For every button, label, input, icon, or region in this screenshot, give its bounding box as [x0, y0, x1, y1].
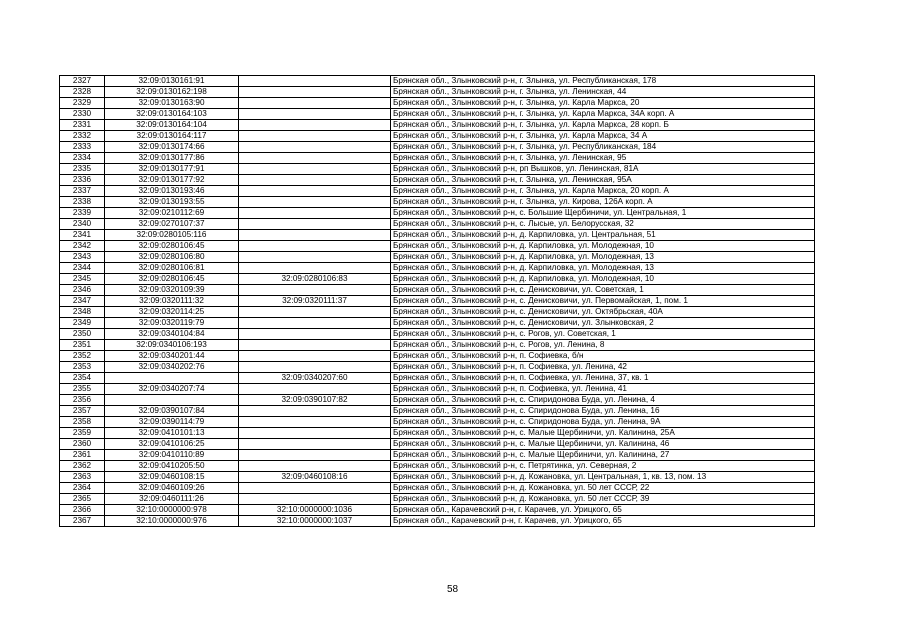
address-cell: Брянская обл., Злынковский р-н, рп Вышков, ул. Ленинская, 81А — [391, 164, 815, 175]
object-cadastral-number-cell — [239, 340, 391, 351]
table-row — [60, 428, 815, 439]
land-cadastral-number-cell: 32:09:0390107:84 — [105, 406, 239, 417]
row-number-cell: 2341 — [60, 230, 105, 241]
land-cadastral-number-cell: 32:09:0390114:79 — [105, 417, 239, 428]
address-cell: Брянская обл., Злынковский р-н, д. Карпиловка, ул. Молодежная, 13 — [391, 252, 815, 263]
object-cadastral-number-cell: 32:09:0390107:82 — [239, 395, 391, 406]
table-row — [60, 109, 815, 120]
object-cadastral-number-cell — [239, 153, 391, 164]
row-number-cell: 2348 — [60, 307, 105, 318]
land-cadastral-number-cell: 32:10:0000000:976 — [105, 516, 239, 527]
land-cadastral-number-cell: 32:09:0340106:193 — [105, 340, 239, 351]
object-cadastral-number-cell — [239, 428, 391, 439]
object-cadastral-number-cell: 32:10:0000000:1036 — [239, 505, 391, 516]
object-cadastral-number-cell — [239, 307, 391, 318]
row-number-cell: 2344 — [60, 263, 105, 274]
table-row — [60, 186, 815, 197]
table-row — [60, 252, 815, 263]
object-cadastral-number-cell — [239, 406, 391, 417]
table-row — [60, 274, 815, 285]
object-cadastral-number-cell — [239, 109, 391, 120]
object-cadastral-number-cell — [239, 362, 391, 373]
land-cadastral-number-cell: 32:09:0280105:116 — [105, 230, 239, 241]
table-row — [60, 285, 815, 296]
row-number-cell: 2355 — [60, 384, 105, 395]
row-number-cell: 2357 — [60, 406, 105, 417]
address-cell: Брянская обл., Злынковский р-н, г. Злынка, ул. Карла Маркса, 20 корп. А — [391, 186, 815, 197]
table-row — [60, 505, 815, 516]
table-row — [60, 76, 815, 87]
object-cadastral-number-cell — [239, 329, 391, 340]
address-cell: Брянская обл., Злынковский р-н, д. Карпиловка, ул. Молодежная, 13 — [391, 263, 815, 274]
address-cell: Брянская обл., Злынковский р-н, г. Злынка, ул. Карла Маркса, 34А корп. А — [391, 109, 815, 120]
object-cadastral-number-cell — [239, 87, 391, 98]
row-number-cell: 2351 — [60, 340, 105, 351]
row-number-cell: 2354 — [60, 373, 105, 384]
object-cadastral-number-cell — [239, 483, 391, 494]
land-cadastral-number-cell: 32:10:0000000:978 — [105, 505, 239, 516]
land-cadastral-number-cell: 32:09:0320109:39 — [105, 285, 239, 296]
object-cadastral-number-cell — [239, 175, 391, 186]
land-cadastral-number-cell: 32:09:0280106:45 — [105, 274, 239, 285]
object-cadastral-number-cell — [239, 164, 391, 175]
row-number-cell: 2328 — [60, 87, 105, 98]
land-cadastral-number-cell: 32:09:0320111:32 — [105, 296, 239, 307]
address-cell: Брянская обл., Злынковский р-н, с. Денисковичи, ул. Советская, 1 — [391, 285, 815, 296]
address-cell: Брянская обл., Злынковский р-н, с. Малые Щербиничи, ул. Калинина, 46 — [391, 439, 815, 450]
table-row — [60, 307, 815, 318]
registry-table — [59, 75, 815, 527]
table-row — [60, 329, 815, 340]
land-cadastral-number-cell: 32:09:0130193:46 — [105, 186, 239, 197]
table-row — [60, 98, 815, 109]
table-row — [60, 384, 815, 395]
object-cadastral-number-cell: 32:09:0280106:83 — [239, 274, 391, 285]
object-cadastral-number-cell — [239, 241, 391, 252]
registry-table-body — [60, 76, 815, 527]
row-number-cell: 2359 — [60, 428, 105, 439]
address-cell: Брянская обл., Злынковский р-н, с. Большие Щербиничи, ул. Центральная, 1 — [391, 208, 815, 219]
object-cadastral-number-cell — [239, 131, 391, 142]
land-cadastral-number-cell: 32:09:0280106:80 — [105, 252, 239, 263]
table-row — [60, 153, 815, 164]
land-cadastral-number-cell: 32:09:0130193:55 — [105, 197, 239, 208]
table-row — [60, 230, 815, 241]
table-row — [60, 417, 815, 428]
object-cadastral-number-cell: 32:10:0000000:1037 — [239, 516, 391, 527]
object-cadastral-number-cell — [239, 120, 391, 131]
land-cadastral-number-cell: 32:09:0210112:69 — [105, 208, 239, 219]
table-row — [60, 450, 815, 461]
address-cell: Брянская обл., Злынковский р-н, г. Злынка, ул. Республиканская, 178 — [391, 76, 815, 87]
address-cell: Брянская обл., Злынковский р-н, г. Злынка, ул. Ленинская, 44 — [391, 87, 815, 98]
row-number-cell: 2332 — [60, 131, 105, 142]
land-cadastral-number-cell: 32:09:0130174:66 — [105, 142, 239, 153]
address-cell: Брянская обл., Злынковский р-н, с. Спиридонова Буда, ул. Ленина, 9А — [391, 417, 815, 428]
table-row — [60, 263, 815, 274]
address-cell: Брянская обл., Злынковский р-н, с. Денисковичи, ул. Октябрьская, 40А — [391, 307, 815, 318]
row-number-cell: 2349 — [60, 318, 105, 329]
land-cadastral-number-cell: 32:09:0130177:86 — [105, 153, 239, 164]
object-cadastral-number-cell — [239, 417, 391, 428]
row-number-cell: 2342 — [60, 241, 105, 252]
row-number-cell: 2331 — [60, 120, 105, 131]
object-cadastral-number-cell — [239, 186, 391, 197]
table-row — [60, 461, 815, 472]
object-cadastral-number-cell — [239, 98, 391, 109]
land-cadastral-number-cell: 32:09:0410101:13 — [105, 428, 239, 439]
address-cell: Брянская обл., Злынковский р-н, д. Карпиловка, ул. Молодежная, 10 — [391, 274, 815, 285]
land-cadastral-number-cell: 32:09:0280106:81 — [105, 263, 239, 274]
row-number-cell: 2362 — [60, 461, 105, 472]
address-cell: Брянская обл., Злынковский р-н, с. Петрятинка, ул. Северная, 2 — [391, 461, 815, 472]
row-number-cell: 2330 — [60, 109, 105, 120]
land-cadastral-number-cell: 32:09:0460108:15 — [105, 472, 239, 483]
address-cell: Брянская обл., Злынковский р-н, с. Лысые, ул. Белорусская, 32 — [391, 219, 815, 230]
object-cadastral-number-cell — [239, 252, 391, 263]
row-number-cell: 2347 — [60, 296, 105, 307]
row-number-cell: 2365 — [60, 494, 105, 505]
object-cadastral-number-cell — [239, 439, 391, 450]
object-cadastral-number-cell — [239, 208, 391, 219]
address-cell: Брянская обл., Злынковский р-н, с. Денисковичи, ул. Первомайская, 1, пом. 1 — [391, 296, 815, 307]
table-row — [60, 208, 815, 219]
table-row — [60, 164, 815, 175]
address-cell: Брянская обл., Злынковский р-н, п. Софиевка, б/н — [391, 351, 815, 362]
address-cell: Брянская обл., Злынковский р-н, д. Карпиловка, ул. Центральная, 51 — [391, 230, 815, 241]
row-number-cell: 2334 — [60, 153, 105, 164]
table-row — [60, 472, 815, 483]
land-cadastral-number-cell: 32:09:0410106:25 — [105, 439, 239, 450]
object-cadastral-number-cell — [239, 263, 391, 274]
address-cell: Брянская обл., Злынковский р-н, с. Рогов, ул. Ленина, 8 — [391, 340, 815, 351]
land-cadastral-number-cell: 32:09:0340201:44 — [105, 351, 239, 362]
table-row — [60, 395, 815, 406]
table-row — [60, 351, 815, 362]
page-number: 58 — [446, 584, 459, 595]
land-cadastral-number-cell: 32:09:0270107:37 — [105, 219, 239, 230]
table-row — [60, 340, 815, 351]
address-cell: Брянская обл., Злынковский р-н, г. Злынка, ул. Кирова, 126А корп. А — [391, 197, 815, 208]
land-cadastral-number-cell: 32:09:0130162:198 — [105, 87, 239, 98]
object-cadastral-number-cell: 32:09:0320111:37 — [239, 296, 391, 307]
table-row — [60, 373, 815, 384]
row-number-cell: 2339 — [60, 208, 105, 219]
land-cadastral-number-cell: 32:09:0130163:90 — [105, 98, 239, 109]
land-cadastral-number-cell: 32:09:0460111:26 — [105, 494, 239, 505]
land-cadastral-number-cell: 32:09:0460109:26 — [105, 483, 239, 494]
object-cadastral-number-cell — [239, 494, 391, 505]
address-cell: Брянская обл., Злынковский р-н, с. Малые Щербиничи, ул. Калинина, 27 — [391, 450, 815, 461]
address-cell: Брянская обл., Злынковский р-н, д. Кожановка, ул. 50 лет СССР, 39 — [391, 494, 815, 505]
object-cadastral-number-cell: 32:09:0340207:60 — [239, 373, 391, 384]
address-cell: Брянская обл., Злынковский р-н, п. Софиевка, ул. Ленина, 42 — [391, 362, 815, 373]
object-cadastral-number-cell — [239, 351, 391, 362]
address-cell: Брянская обл., Злынковский р-н, п. Софиевка, ул. Ленина, 37, кв. 1 — [391, 373, 815, 384]
address-cell: Брянская обл., Карачевский р-н, г. Карачев, ул. Урицкого, 65 — [391, 505, 815, 516]
row-number-cell: 2356 — [60, 395, 105, 406]
table-row — [60, 219, 815, 230]
row-number-cell: 2336 — [60, 175, 105, 186]
address-cell: Брянская обл., Злынковский р-н, г. Злынка, ул. Ленинская, 95 — [391, 153, 815, 164]
row-number-cell: 2340 — [60, 219, 105, 230]
object-cadastral-number-cell — [239, 197, 391, 208]
land-cadastral-number-cell: 32:09:0320114:25 — [105, 307, 239, 318]
row-number-cell: 2363 — [60, 472, 105, 483]
object-cadastral-number-cell — [239, 384, 391, 395]
table-row — [60, 439, 815, 450]
land-cadastral-number-cell: 32:09:0340202:76 — [105, 362, 239, 373]
row-number-cell: 2364 — [60, 483, 105, 494]
object-cadastral-number-cell — [239, 230, 391, 241]
object-cadastral-number-cell — [239, 318, 391, 329]
address-cell: Брянская обл., Злынковский р-н, с. Спиридонова Буда, ул. Ленина, 4 — [391, 395, 815, 406]
address-cell: Брянская обл., Злынковский р-н, с. Спиридонова Буда, ул. Ленина, 16 — [391, 406, 815, 417]
table-row — [60, 131, 815, 142]
row-number-cell: 2366 — [60, 505, 105, 516]
land-cadastral-number-cell: 32:09:0340104:84 — [105, 329, 239, 340]
object-cadastral-number-cell — [239, 461, 391, 472]
address-cell: Брянская обл., Злынковский р-н, г. Злынка, ул. Карла Маркса, 20 — [391, 98, 815, 109]
land-cadastral-number-cell: 32:09:0130164:104 — [105, 120, 239, 131]
row-number-cell: 2358 — [60, 417, 105, 428]
address-cell: Брянская обл., Злынковский р-н, д. Карпиловка, ул. Молодежная, 10 — [391, 241, 815, 252]
land-cadastral-number-cell: 32:09:0280106:45 — [105, 241, 239, 252]
table-row — [60, 87, 815, 98]
row-number-cell: 2360 — [60, 439, 105, 450]
row-number-cell: 2329 — [60, 98, 105, 109]
land-cadastral-number-cell: 32:09:0340207:74 — [105, 384, 239, 395]
row-number-cell: 2350 — [60, 329, 105, 340]
land-cadastral-number-cell: 32:09:0130177:91 — [105, 164, 239, 175]
land-cadastral-number-cell: 32:09:0320119:79 — [105, 318, 239, 329]
land-cadastral-number-cell: 32:09:0130177:92 — [105, 175, 239, 186]
table-row — [60, 175, 815, 186]
row-number-cell: 2335 — [60, 164, 105, 175]
land-cadastral-number-cell: 32:09:0130164:103 — [105, 109, 239, 120]
address-cell: Брянская обл., Злынковский р-н, г. Злынка, ул. Ленинская, 95А — [391, 175, 815, 186]
land-cadastral-number-cell — [105, 373, 239, 384]
land-cadastral-number-cell — [105, 395, 239, 406]
table-row — [60, 241, 815, 252]
row-number-cell: 2343 — [60, 252, 105, 263]
row-number-cell: 2352 — [60, 351, 105, 362]
address-cell: Брянская обл., Злынковский р-н, д. Кожановка, ул. Центральная, 1, кв. 13, пом. 13 — [391, 472, 815, 483]
land-cadastral-number-cell: 32:09:0130161:91 — [105, 76, 239, 87]
object-cadastral-number-cell — [239, 76, 391, 87]
row-number-cell: 2367 — [60, 516, 105, 527]
address-cell: Брянская обл., Карачевский р-н, г. Карачев, ул. Урицкого, 65 — [391, 516, 815, 527]
table-row — [60, 362, 815, 373]
table-row — [60, 494, 815, 505]
row-number-cell: 2345 — [60, 274, 105, 285]
address-cell: Брянская обл., Злынковский р-н, г. Злынка, ул. Республиканская, 184 — [391, 142, 815, 153]
table-row — [60, 406, 815, 417]
land-cadastral-number-cell: 32:09:0130164:117 — [105, 131, 239, 142]
object-cadastral-number-cell — [239, 219, 391, 230]
address-cell: Брянская обл., Злынковский р-н, г. Злынка, ул. Карла Маркса, 34 А — [391, 131, 815, 142]
table-row — [60, 142, 815, 153]
row-number-cell: 2353 — [60, 362, 105, 373]
table-row — [60, 120, 815, 131]
row-number-cell: 2327 — [60, 76, 105, 87]
address-cell: Брянская обл., Злынковский р-н, г. Злынка, ул. Карла Маркса, 28 корп. Б — [391, 120, 815, 131]
address-cell: Брянская обл., Злынковский р-н, п. Софиевка, ул. Ленина, 41 — [391, 384, 815, 395]
row-number-cell: 2338 — [60, 197, 105, 208]
row-number-cell: 2346 — [60, 285, 105, 296]
address-cell: Брянская обл., Злынковский р-н, д. Кожановка, ул. 50 лет СССР, 22 — [391, 483, 815, 494]
address-cell: Брянская обл., Злынковский р-н, с. Малые Щербиничи, ул. Калинина, 25А — [391, 428, 815, 439]
object-cadastral-number-cell: 32:09:0460108:16 — [239, 472, 391, 483]
address-cell: Брянская обл., Злынковский р-н, с. Денисковичи, ул. Злынковская, 2 — [391, 318, 815, 329]
row-number-cell: 2361 — [60, 450, 105, 461]
table-row — [60, 318, 815, 329]
object-cadastral-number-cell — [239, 450, 391, 461]
table-row — [60, 197, 815, 208]
table-row — [60, 483, 815, 494]
object-cadastral-number-cell — [239, 142, 391, 153]
table-row — [60, 296, 815, 307]
land-cadastral-number-cell: 32:09:0410110:89 — [105, 450, 239, 461]
land-cadastral-number-cell: 32:09:0410205:50 — [105, 461, 239, 472]
object-cadastral-number-cell — [239, 285, 391, 296]
row-number-cell: 2333 — [60, 142, 105, 153]
address-cell: Брянская обл., Злынковский р-н, с. Рогов, ул. Советская, 1 — [391, 329, 815, 340]
row-number-cell: 2337 — [60, 186, 105, 197]
table-row — [60, 516, 815, 527]
